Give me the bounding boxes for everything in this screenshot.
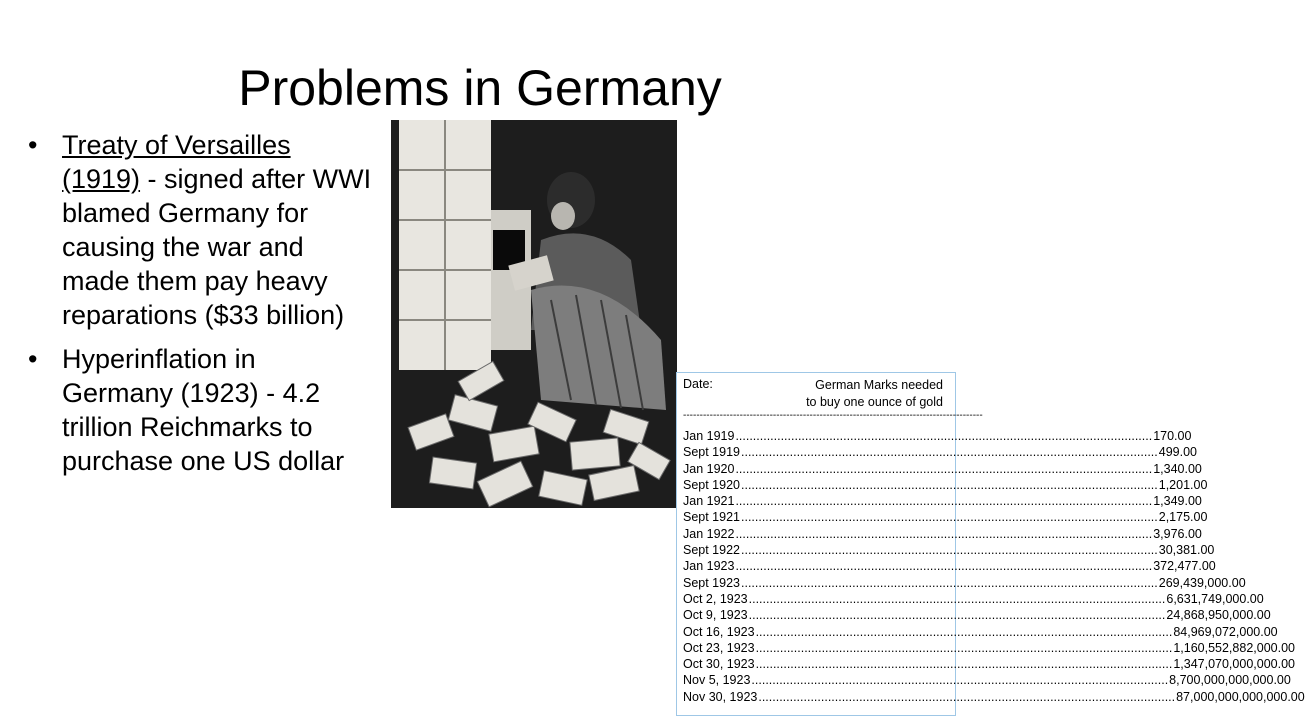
row-leader-dots (735, 461, 1152, 477)
treaty-text: - signed after WWI blamed Germany for causing the war and made them pay heavy reparations ($33 billion) (62, 164, 372, 330)
row-leader-dots (735, 493, 1152, 509)
row-value: 30,381.00 (1158, 543, 1215, 558)
header-separator: ------------------------------------------------------------------------------------------ (683, 410, 983, 421)
table-row (683, 542, 1215, 558)
row-leader-dots (749, 591, 1166, 607)
row-date: Nov 5, 1923 (683, 673, 751, 688)
row-date: Sept 1920 (683, 477, 740, 492)
row-date: Oct 16, 1923 (683, 624, 755, 639)
row-date: Oct 9, 1923 (683, 608, 748, 623)
bullet-treaty (22, 128, 372, 332)
row-value: 372,477.00 (1153, 559, 1216, 574)
row-leader-dots (741, 575, 1158, 591)
row-value: 84,969,072,000.00 (1173, 624, 1278, 639)
row-leader-dots (758, 689, 1175, 705)
table-row (683, 689, 1305, 705)
table-row (683, 640, 1295, 656)
row-value: 24,868,950,000.00 (1166, 608, 1271, 623)
table-row (683, 526, 1202, 542)
row-leader-dots (756, 640, 1173, 656)
row-value: 1,347,070,000,000.00 (1173, 657, 1295, 672)
table-row (683, 477, 1208, 493)
row-value: 2,175.00 (1158, 510, 1208, 525)
row-leader-dots (756, 656, 1173, 672)
row-leader-dots (741, 477, 1158, 493)
header-marks-needed (806, 377, 943, 411)
table-row (683, 656, 1295, 672)
header-line-1: German Marks needed (815, 378, 943, 392)
table-row (683, 607, 1271, 623)
row-value: 3,976.00 (1153, 526, 1202, 541)
row-leader-dots (741, 444, 1158, 460)
row-date: Oct 2, 1923 (683, 591, 748, 606)
row-leader-dots (751, 672, 1168, 688)
row-date: Jan 1920 (683, 461, 735, 476)
table-row (683, 624, 1278, 640)
woman-burning-banknotes-photo (391, 120, 677, 508)
bullet-dot-icon: • (28, 130, 38, 160)
slide-title: Problems in Germany (238, 60, 722, 116)
row-date: Sept 1919 (683, 445, 740, 460)
row-date: Sept 1921 (683, 510, 740, 525)
row-value: 6,631,749,000.00 (1166, 591, 1264, 606)
row-leader-dots (749, 607, 1166, 623)
gold-price-table (676, 372, 1305, 716)
row-value: 170.00 (1153, 429, 1192, 443)
hyperinflation-text: Hyperinflation in Germany (1923) - 4.2 trillion Reichmarks to purchase one US dollar (62, 344, 345, 476)
row-date: Sept 1923 (683, 575, 740, 590)
table-row (683, 493, 1202, 509)
table-row (683, 461, 1202, 477)
row-leader-dots (741, 542, 1158, 558)
row-date: Sept 1922 (683, 543, 740, 558)
row-leader-dots (735, 428, 1152, 444)
row-leader-dots (735, 526, 1152, 542)
row-date: Jan 1922 (683, 526, 735, 541)
treaty-link[interactable]: Treaty of Versailles (1919) (62, 130, 291, 194)
table-rows (683, 428, 1305, 705)
row-value: 87,000,000,000,000.00 (1176, 689, 1305, 704)
row-leader-dots (735, 558, 1152, 574)
header-line-2: to buy one ounce of gold (806, 395, 943, 409)
row-value: 1,160,552,882,000.00 (1173, 640, 1295, 655)
row-value: 1,349.00 (1153, 494, 1202, 509)
row-value: 8,700,000,000,000.00 (1169, 673, 1291, 688)
row-date: Oct 23, 1923 (683, 640, 755, 655)
table-row (683, 672, 1291, 688)
row-date: Jan 1923 (683, 559, 735, 574)
table-row (683, 509, 1208, 525)
bullet-list (22, 128, 372, 488)
row-value: 269,439,000.00 (1158, 575, 1246, 590)
table-row (683, 575, 1246, 591)
row-date: Nov 30, 1923 (683, 689, 758, 704)
row-date: Jan 1919 (683, 429, 735, 443)
table-row (683, 591, 1264, 607)
row-value: 1,201.00 (1158, 477, 1208, 492)
row-leader-dots (741, 509, 1158, 525)
row-value: 1,340.00 (1153, 461, 1202, 476)
table-header (677, 373, 955, 409)
header-date: Date: (683, 377, 713, 391)
row-value: 499.00 (1158, 445, 1197, 460)
table-row (683, 428, 1192, 444)
table-row (683, 558, 1216, 574)
row-date: Oct 30, 1923 (683, 657, 755, 672)
row-date: Jan 1921 (683, 494, 735, 509)
bullet-hyperinflation (22, 342, 372, 478)
table-row (683, 444, 1197, 460)
bullet-dot-icon: • (28, 344, 38, 374)
row-leader-dots (756, 624, 1173, 640)
